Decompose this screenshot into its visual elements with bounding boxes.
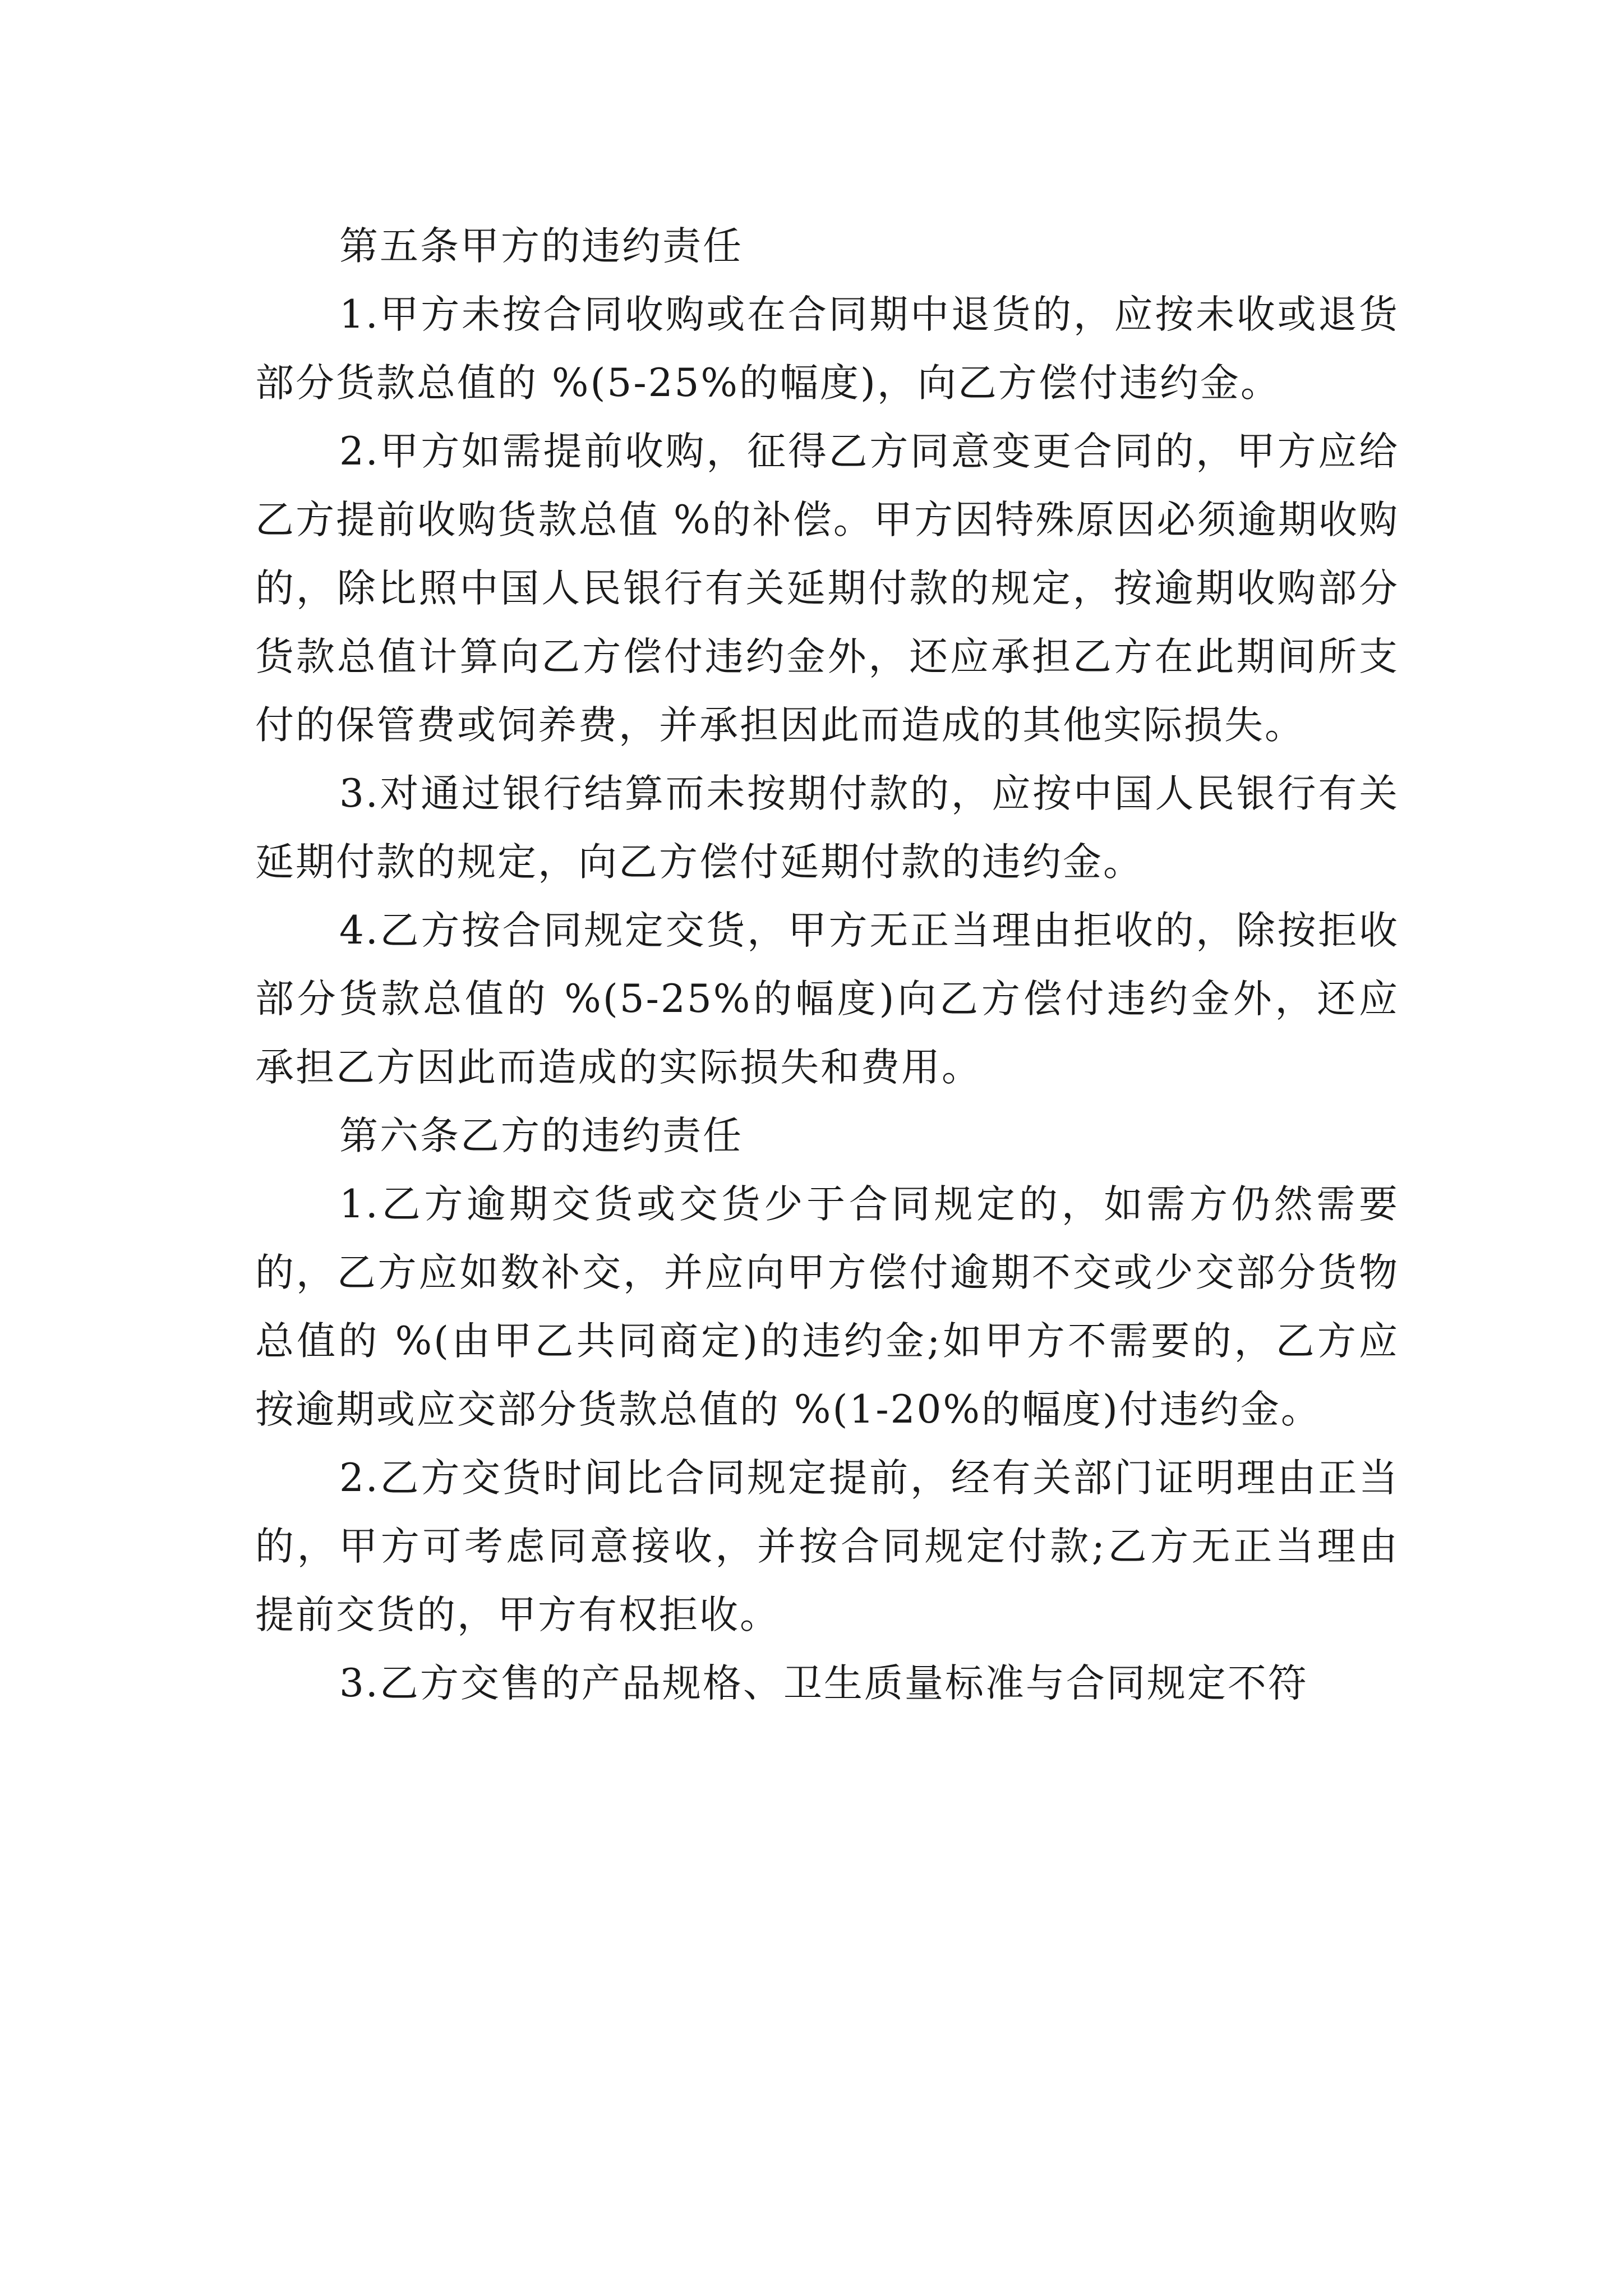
paragraph-5-3: 3.对通过银行结算而未按期付款的，应按中国人民银行有关延期付款的规定，向乙方偿付延期付款的违约金。 — [255, 771, 1399, 885]
paragraph-6-2: 2.乙方交货时间比合同规定提前，经有关部门证明理由正当的，甲方可考虑同意接收，并按合同规定付款;乙方无正当理由提前交货的，甲方有权拒收。 — [255, 1456, 1399, 1637]
paragraph-5-1: 1.甲方未按合同收购或在合同期中退货的，应按未收或退货部分货款总值的 %(5-25%的幅度)，向乙方偿付违约金。 — [255, 292, 1399, 406]
paragraph-6-1: 1.乙方逾期交货或交货少于合同规定的，如需方仍然需要的，乙方应如数补交，并应向甲方偿付逾期不交或少交部分货物总值的 %(由甲乙共同商定)的违约金;如甲方不需要的，乙方应按逾期或应交部分货款总值的 %(1-20%的幅度)付违约金。 — [255, 1182, 1399, 1432]
paragraph-5-2: 2.甲方如需提前收购，征得乙方同意变更合同的，甲方应给乙方提前收购货款总值 %的补偿。甲方因特殊原因必须逾期收购的，除比照中国人民银行有关延期付款的规定，按逾期收购部分货款总值计算向乙方偿付违约金外，还应承担乙方在此期间所支付的保管费或饲养费，并承担因此而造成的其他实际损失。 — [255, 429, 1399, 748]
paragraph-5-4: 4.乙方按合同规定交货，甲方无正当理由拒收的，除按拒收部分货款总值的 %(5-25%的幅度)向乙方偿付违约金外，还应承担乙方因此而造成的实际损失和费用。 — [255, 908, 1399, 1090]
paragraph-6-3: 3.乙方交售的产品规格、卫生质量标准与合同规定不符 — [339, 1661, 1308, 1706]
section-heading-article-6: 第六条乙方的违约责任 — [339, 1114, 743, 1158]
section-heading-article-5: 第五条甲方的违约责任 — [339, 224, 743, 269]
document-body — [255, 212, 1399, 1718]
